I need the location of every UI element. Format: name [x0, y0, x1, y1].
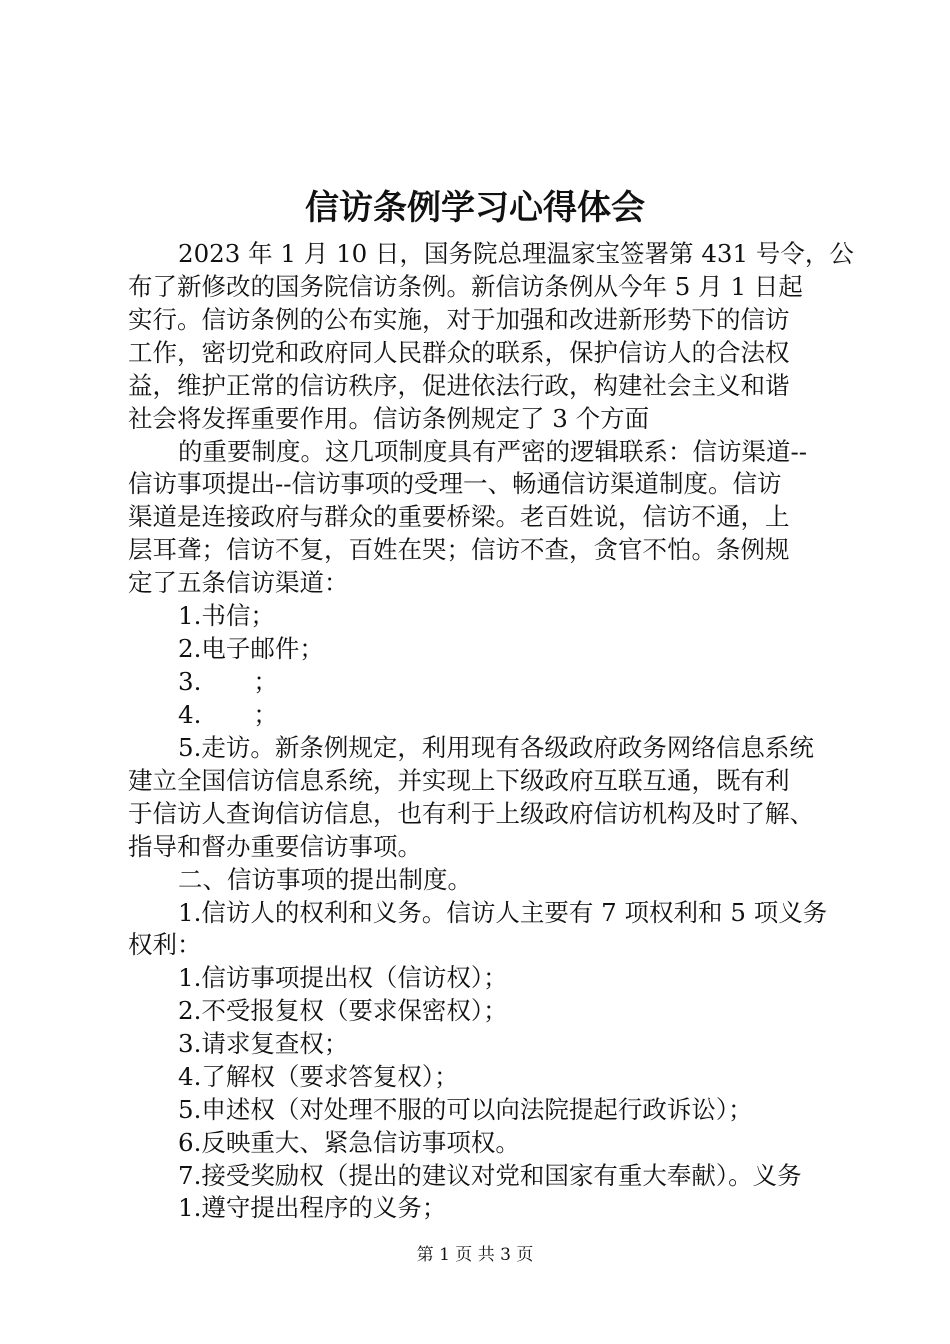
text-line: 层耳聋；信访不复，百姓在哭；信访不查，贪官不怕。条例规: [128, 535, 790, 564]
text-line: 2023 年 1 月 10 日，国务院总理温家宝签署第 431 号令，公: [178, 239, 854, 268]
list-item: [178, 664, 278, 700]
list-item: 2.不受报复权（要求保密权）；: [178, 996, 508, 1025]
list-item: 6.反映重大、紧急信访事项权。: [178, 1128, 520, 1157]
list-item: 2.电子邮件；: [178, 634, 324, 663]
list-item-suffix: ；: [253, 667, 278, 696]
list-item: 1.信访事项提出权（信访权）；: [178, 963, 508, 992]
list-item-number: 4.: [178, 700, 202, 729]
text-line: 1.信访人的权利和义务。信访人主要有 7 项权利和 5 项义务: [178, 898, 828, 927]
list-item: 7.接受奖励权（提出的建议对党和国家有重大奉献）。义务: [178, 1161, 802, 1190]
list-item: [178, 697, 278, 733]
list-item-suffix: ；: [253, 700, 278, 729]
page-footer: 第 1 页 共 3 页: [416, 1245, 534, 1265]
list-item: 5.走访。新条例规定，利用现有各级政府政务网络信息系统: [178, 733, 814, 762]
page-title: 信访条例学习心得体会: [305, 188, 645, 228]
section-heading: 二、信访事项的提出制度。: [178, 865, 472, 894]
list-item: 1.书信；: [178, 601, 275, 630]
list-item: 5.申述权（对处理不服的可以向法院提起行政诉讼）；: [178, 1095, 753, 1124]
text-line: 社会将发挥重要作用。信访条例规定了 3 个方面: [128, 404, 650, 433]
text-line: 的重要制度。这几项制度具有严密的逻辑联系：信访渠道--: [178, 437, 808, 466]
list-item: 4.了解权（要求答复权）；: [178, 1062, 459, 1091]
text-line: 渠道是连接政府与群众的重要桥梁。老百姓说，信访不通，上: [128, 502, 790, 531]
list-item-number: 3.: [178, 667, 202, 696]
text-line: 益，维护正常的信访秩序，促进依法行政，构建社会主义和谐: [128, 371, 790, 400]
text-line: 布了新修改的国务院信访条例。新信访条例从今年 5 月 1 日起: [128, 272, 803, 301]
text-line: 建立全国信访信息系统，并实现上下级政府互联互通，既有利: [128, 766, 790, 795]
text-line: 指导和督办重要信访事项。: [128, 832, 422, 861]
text-line: 信访事项提出--信访事项的受理一、畅通信访渠道制度。信访: [128, 469, 782, 498]
text-line: 权利：: [128, 930, 202, 959]
text-line: 实行。信访条例的公布实施，对于加强和改进新形势下的信访: [128, 305, 790, 334]
text-line: 于信访人查询信访信息，也有利于上级政府信访机构及时了解、: [128, 799, 814, 828]
list-item: 1.遵守提出程序的义务；: [178, 1193, 447, 1222]
text-line: 工作，密切党和政府同人民群众的联系，保护信访人的合法权: [128, 338, 790, 367]
list-item: 3.请求复查权；: [178, 1029, 349, 1058]
text-line: 定了五条信访渠道：: [128, 568, 349, 597]
